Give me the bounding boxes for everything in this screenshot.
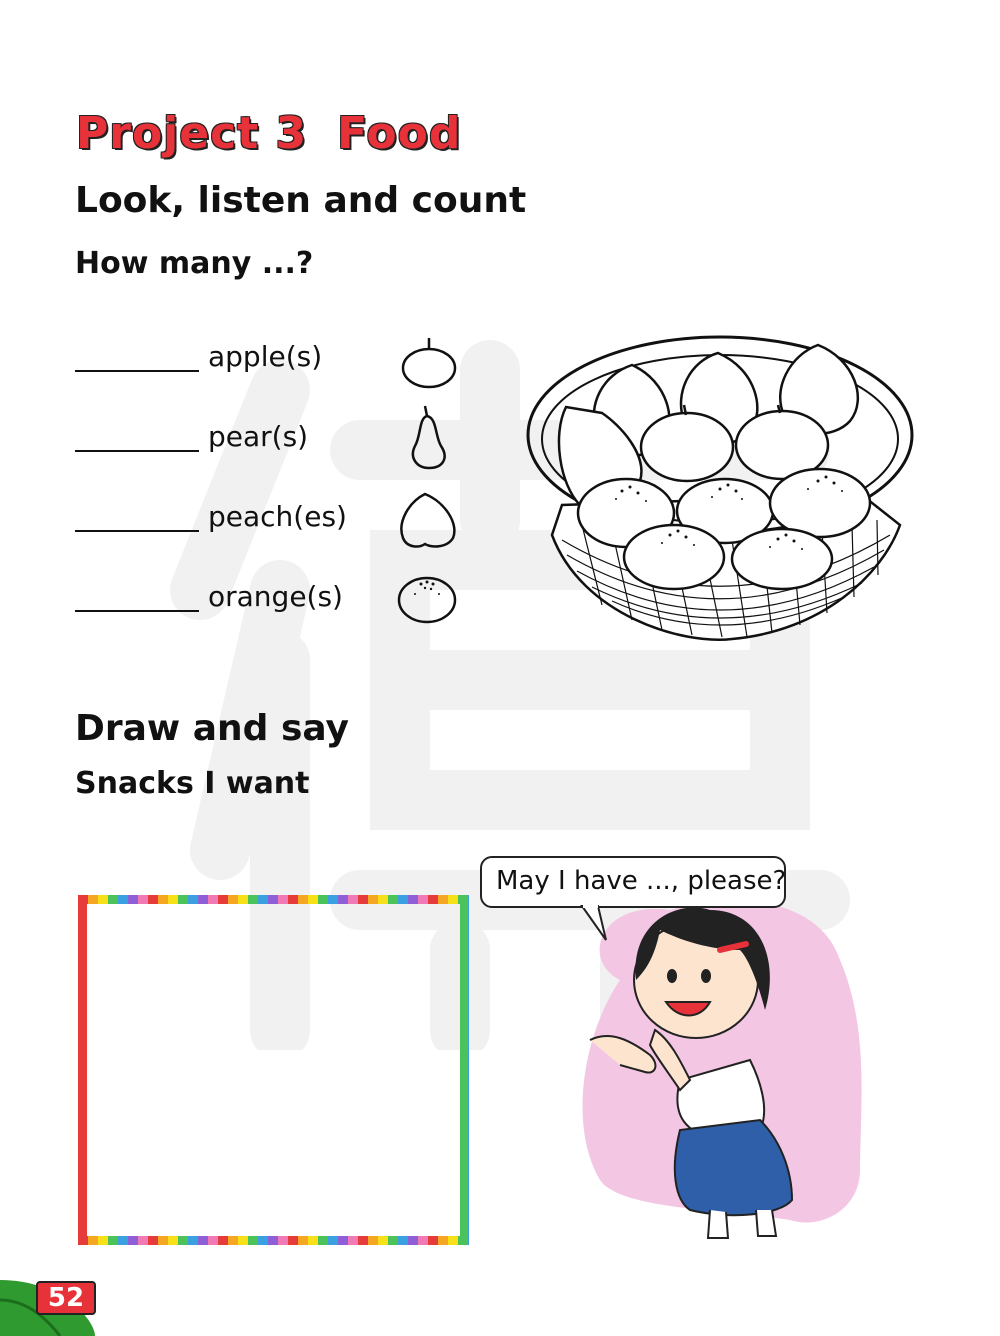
section-heading-draw-say: Draw and say	[75, 708, 350, 749]
subheading-snacks: Snacks I want	[75, 766, 310, 801]
answer-blank[interactable]	[75, 370, 199, 372]
pear-icon	[395, 402, 465, 472]
section-heading-look-listen: Look, listen and count	[75, 180, 527, 221]
fruit-basket-illustration	[522, 335, 918, 647]
count-row-pear	[75, 420, 475, 470]
orange-icon	[395, 570, 465, 640]
count-row-orange	[75, 580, 475, 630]
speech-bubble-text: May I have ..., please?	[496, 866, 787, 896]
project-label: Project 3	[76, 108, 308, 159]
answer-blank[interactable]	[75, 450, 199, 452]
count-label: pear(s)	[208, 420, 309, 453]
drawing-frame[interactable]	[78, 895, 469, 1245]
count-row-peach	[75, 500, 475, 550]
speech-bubble-tail	[576, 904, 616, 944]
count-label: orange(s)	[208, 580, 343, 613]
count-label: apple(s)	[208, 340, 323, 373]
page-number: 52	[36, 1281, 96, 1315]
answer-blank[interactable]	[75, 610, 199, 612]
question-text: How many ...?	[75, 246, 314, 281]
count-label: peach(es)	[208, 500, 347, 533]
page-title	[76, 108, 461, 159]
peach-icon	[395, 486, 465, 556]
count-row-apple	[75, 340, 475, 390]
apple-icon	[395, 328, 465, 398]
speech-bubble	[480, 856, 786, 908]
topic-label: Food	[337, 108, 462, 159]
answer-blank[interactable]	[75, 530, 199, 532]
